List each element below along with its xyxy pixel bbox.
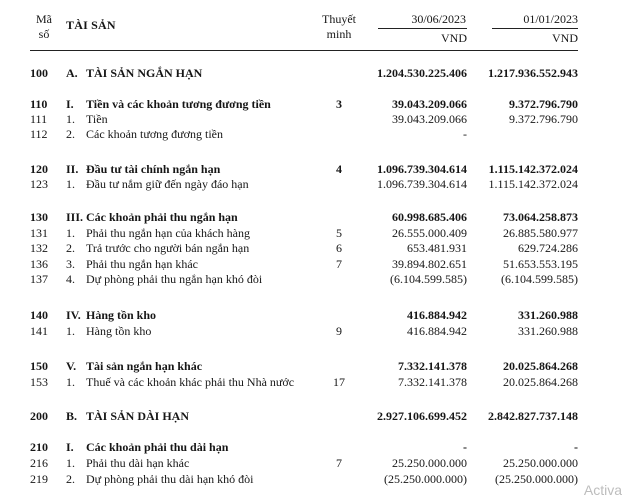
row-value-period-1: 416.884.942 <box>407 308 467 322</box>
row-index: III. <box>66 210 84 224</box>
row-code: 216 <box>30 456 48 470</box>
row-value-period-1: 653.481.931 <box>407 241 467 255</box>
row-value-period-1: - <box>463 127 467 141</box>
row-label: Tài sản ngắn hạn khác <box>86 359 203 373</box>
row-value-period-1: 39.043.209.066 <box>392 112 467 126</box>
row-code: 137 <box>30 272 48 286</box>
row-note: 7 <box>336 456 342 470</box>
row-value-period-1: 416.884.942 <box>407 324 467 338</box>
row-value-period-2: 9.372.796.790 <box>509 112 578 126</box>
header-currency-1: VND <box>441 31 467 45</box>
row-value-period-2: 25.250.000.000 <box>503 456 578 470</box>
header-bottom-rule <box>30 50 578 51</box>
row-index: 1. <box>66 456 75 470</box>
row-code: 150 <box>30 359 48 373</box>
row-value-period-1: 39.894.802.651 <box>392 257 467 271</box>
row-value-period-1: 2.927.106.699.452 <box>377 409 467 423</box>
row-code: 140 <box>30 308 48 322</box>
table-row <box>0 456 618 470</box>
table-row <box>0 112 618 126</box>
table-row <box>0 210 618 224</box>
row-note: 6 <box>336 241 342 255</box>
row-code: 111 <box>30 112 48 126</box>
header-rule-1 <box>378 28 467 29</box>
table-row <box>0 472 618 486</box>
row-label: Trả trước cho người bán ngắn hạn <box>86 241 250 255</box>
row-code: 131 <box>30 226 48 240</box>
table-row <box>0 177 618 191</box>
row-index: 2. <box>66 127 75 141</box>
row-value-period-2: 20.025.864.268 <box>503 359 578 373</box>
row-label: Phải thu ngắn hạn của khách hàng <box>86 226 250 240</box>
row-code: 120 <box>30 162 48 176</box>
row-value-period-2: 331.260.988 <box>518 324 578 338</box>
row-value-period-2: 1.115.142.372.024 <box>488 162 578 176</box>
row-code: 210 <box>30 440 48 454</box>
row-code: 219 <box>30 472 48 486</box>
row-label: Dự phòng phải thu dài hạn khó đòi <box>86 472 254 486</box>
row-value-period-1: 25.250.000.000 <box>392 456 467 470</box>
row-code: 123 <box>30 177 48 191</box>
table-row <box>0 359 618 373</box>
row-note: 3 <box>336 97 342 111</box>
table-row <box>0 409 618 423</box>
row-value-period-1: - <box>463 440 467 454</box>
row-value-period-2: 1.217.936.552.943 <box>488 66 578 80</box>
row-value-period-2: 51.653.553.195 <box>503 257 578 271</box>
table-row <box>0 127 618 141</box>
row-value-period-1: 26.555.000.409 <box>392 226 467 240</box>
row-code: 153 <box>30 375 48 389</box>
row-label: Tiền <box>86 112 108 126</box>
row-index: I. <box>66 440 74 454</box>
row-value-period-1: 7.332.141.378 <box>398 375 467 389</box>
row-note: 4 <box>336 162 342 176</box>
row-value-period-2: (25.250.000.000) <box>495 472 578 486</box>
row-label: Phải thu ngắn hạn khác <box>86 257 198 271</box>
table-row <box>0 324 618 338</box>
table-row <box>0 272 618 286</box>
table-row <box>0 162 618 176</box>
row-value-period-2: 331.260.988 <box>518 308 578 322</box>
table-row <box>0 308 618 322</box>
row-index: II. <box>66 162 79 176</box>
row-value-period-2: 1.115.142.372.024 <box>488 177 578 191</box>
header-rule-2 <box>492 28 578 29</box>
row-value-period-1: 1.096.739.304.614 <box>377 177 467 191</box>
row-label: TÀI SẢN NGẮN HẠN <box>86 66 203 80</box>
row-note: 17 <box>333 375 345 389</box>
header-code: Mã số <box>36 12 52 41</box>
row-value-period-1: 1.204.530.225.406 <box>377 66 467 80</box>
row-value-period-2: 73.064.258.873 <box>503 210 578 224</box>
row-code: 130 <box>30 210 48 224</box>
row-index: 2. <box>66 472 75 486</box>
table-row <box>0 440 618 454</box>
row-label: Tiền và các khoản tương đương tiền <box>86 97 271 111</box>
row-label: Phải thu dài hạn khác <box>86 456 190 470</box>
row-code: 112 <box>30 127 48 141</box>
row-note: 5 <box>336 226 342 240</box>
table-row <box>0 375 618 389</box>
row-index: A. <box>66 66 78 80</box>
row-label: Hàng tồn kho <box>86 308 157 322</box>
header-period-2: 01/01/2023 <box>523 12 578 26</box>
row-value-period-2: (6.104.599.585) <box>501 272 578 286</box>
row-value-period-1: (6.104.599.585) <box>390 272 467 286</box>
row-index: 1. <box>66 112 75 126</box>
row-index: 1. <box>66 226 75 240</box>
row-index: 1. <box>66 177 75 191</box>
row-label: Dự phòng phải thu ngắn hạn khó đòi <box>86 272 263 286</box>
table-row <box>0 241 618 255</box>
row-value-period-2: 629.724.286 <box>518 241 578 255</box>
row-label: Đầu tư tài chính ngắn hạn <box>86 162 221 176</box>
row-value-period-1: (25.250.000.000) <box>384 472 467 486</box>
row-value-period-1: 1.096.739.304.614 <box>377 162 467 176</box>
row-label: Thuế và các khoản khác phải thu Nhà nước <box>86 375 295 389</box>
row-value-period-2: 9.372.796.790 <box>509 97 578 111</box>
row-note: 7 <box>336 257 342 271</box>
row-code: 100 <box>30 66 48 80</box>
row-index: 1. <box>66 324 75 338</box>
row-value-period-1: 7.332.141.378 <box>398 359 467 373</box>
table-row <box>0 66 618 80</box>
row-code: 132 <box>30 241 48 255</box>
row-value-period-1: 39.043.209.066 <box>392 97 467 111</box>
table-row <box>0 226 618 240</box>
row-index: I. <box>66 97 74 111</box>
row-label: Các khoản tương đương tiền <box>86 127 224 141</box>
table-row <box>0 97 618 111</box>
row-value-period-2: - <box>574 440 578 454</box>
row-code: 141 <box>30 324 48 338</box>
row-label: Các khoản phải thu dài hạn <box>86 440 229 454</box>
row-value-period-2: 2.842.827.737.148 <box>488 409 578 423</box>
row-value-period-1: 60.998.685.406 <box>392 210 467 224</box>
watermark-text: Activa <box>583 482 622 498</box>
row-code: 200 <box>30 409 48 423</box>
row-label: Đầu tư nắm giữ đến ngày đáo hạn <box>86 177 249 191</box>
row-label: TÀI SẢN DÀI HẠN <box>86 409 190 423</box>
table-row <box>0 257 618 271</box>
row-index: V. <box>66 359 77 373</box>
row-index: IV. <box>66 308 81 322</box>
row-code: 136 <box>30 257 48 271</box>
row-index: 1. <box>66 375 75 389</box>
header-asset: TÀI SẢN <box>66 18 116 32</box>
row-value-period-2: 20.025.864.268 <box>503 375 578 389</box>
row-value-period-2: 26.885.580.977 <box>503 226 578 240</box>
row-index: 2. <box>66 241 75 255</box>
header-period-1: 30/06/2023 <box>411 12 466 26</box>
row-index: B. <box>66 409 78 423</box>
row-label: Hàng tồn kho <box>86 324 152 338</box>
row-index: 4. <box>66 272 75 286</box>
row-label: Các khoản phải thu ngắn hạn <box>86 210 238 224</box>
row-note: 9 <box>336 324 342 338</box>
row-code: 110 <box>30 97 48 111</box>
row-index: 3. <box>66 257 75 271</box>
header-currency-2: VND <box>552 31 578 45</box>
header-note: Thuyết minh <box>322 12 356 41</box>
